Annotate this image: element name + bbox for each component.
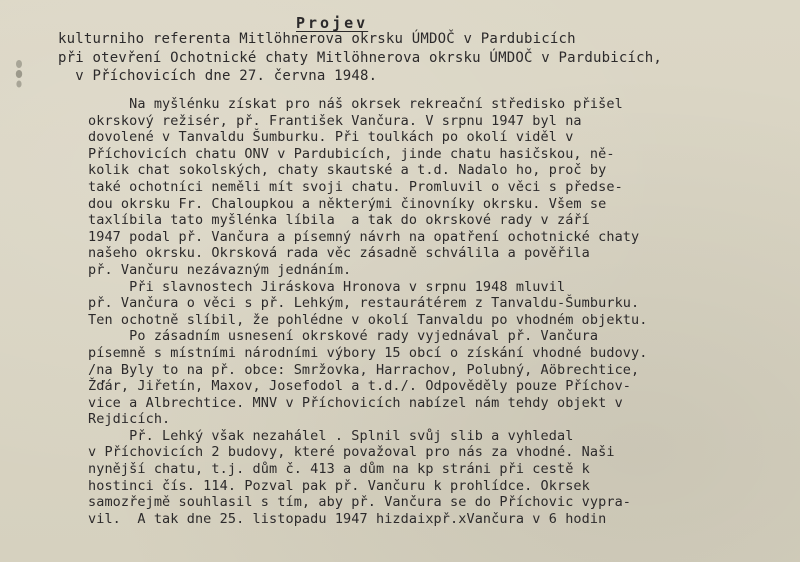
body-line: Při slavnostech Jiráskova Hronova v srpnu 1948 mluvil bbox=[88, 278, 566, 295]
header-line: v Příchovicích dne 27. června 1948. bbox=[58, 68, 378, 84]
body-line: vice a Albrechtice. MNV v Příchovicích nabízel nám tehdy objekt v bbox=[88, 394, 623, 411]
document-body bbox=[88, 96, 788, 527]
body-line: /na Byly to na př. obce: Smržovka, Harrachov, Polubný, Aöbrechtice, bbox=[88, 361, 640, 378]
body-line: Příchovicích chatu ONV v Pardubicích, jinde chatu hasičskou, ně- bbox=[88, 145, 615, 162]
body-line: dou okrsku Fr. Chaloupkou a některými činovníky okrsku. Všem se bbox=[88, 195, 607, 212]
body-line: př. Vančura o věci s př. Lehkým, restaurátérem z Tanvaldu-Šumburku. bbox=[88, 295, 640, 312]
body-line: Ten ochotně slíbil, že pohlédne v okolí Tanvaldu po vhodném objektu. bbox=[88, 311, 648, 328]
staple-mark bbox=[14, 56, 24, 90]
body-line: taxlíbila tato myšlénka líbila a tak do okrskové rady v září bbox=[88, 212, 590, 229]
body-line: hostinci čís. 114. Pozval pak př. Vančuru k prohlídce. Okrsek bbox=[88, 477, 590, 494]
body-line: Př. Lehký však nezahálel . Splnil svůj slib a vyhledal bbox=[88, 427, 574, 444]
body-line: př. Vančuru nezávazným jednáním. bbox=[88, 261, 352, 278]
body-line: v Příchovicích 2 budovy, které považoval pro nás za vhodné. Naši bbox=[88, 444, 615, 461]
body-line: kolik chat sokolských, chaty skautské a t.d. Nadalo ho, proč by bbox=[88, 162, 607, 179]
body-line: dovolené v Tanvaldu Šumburku. Při toulkách po okolí viděl v bbox=[88, 129, 574, 146]
body-line: samozřejmě souhlasil s tím, aby př. Vančura se do Příchovic vypra- bbox=[88, 494, 632, 511]
header-line: při otevření Ochotnické chaty Mitlöhnerova okrsku ÚMDOČ v Pardubicích, bbox=[58, 49, 663, 66]
body-line: okrskový režisér, př. František Vančura. V srpnu 1947 byl na bbox=[88, 112, 582, 129]
body-line: Po zásadním usnesení okrskové rady vyjednával př. Vančura bbox=[88, 328, 599, 345]
body-line: Rejdicích. bbox=[88, 411, 171, 428]
body-line: našeho okrsku. Okrsková rada věc zásadně schválila a pověřila bbox=[88, 245, 590, 262]
body-line: 1947 podal př. Vančura a písemný návrh na opatření ochotnické chaty bbox=[88, 228, 640, 245]
header-line: kulturniho referenta Mitlöhnerova okrsku ÚMDOČ v Pardubicích bbox=[58, 31, 576, 47]
body-line: také ochotníci neměli mít svoji chatu. Promluvil o věci s předse- bbox=[88, 178, 623, 195]
document-title: Projev bbox=[296, 14, 369, 32]
document-header bbox=[58, 30, 788, 86]
body-line: vil. A tak dne 25. listopadu 1947 hizdaixpř.xVančura v 6 hodin bbox=[88, 510, 607, 527]
body-line: písemně s místními národními výbory 15 obcí o získání vhodné budovy. bbox=[88, 344, 648, 361]
body-line: Žďár, Jiřetín, Maxov, Josefodol a t.d./. Odpověděly pouze Příchov- bbox=[88, 378, 632, 395]
body-line: nynější chatu, t.j. dům č. 413 a dům na kp stráni při cestě k bbox=[88, 461, 590, 478]
body-line: Na myšlénku získat pro náš okrsek rekreační středisko přišel bbox=[88, 96, 623, 112]
